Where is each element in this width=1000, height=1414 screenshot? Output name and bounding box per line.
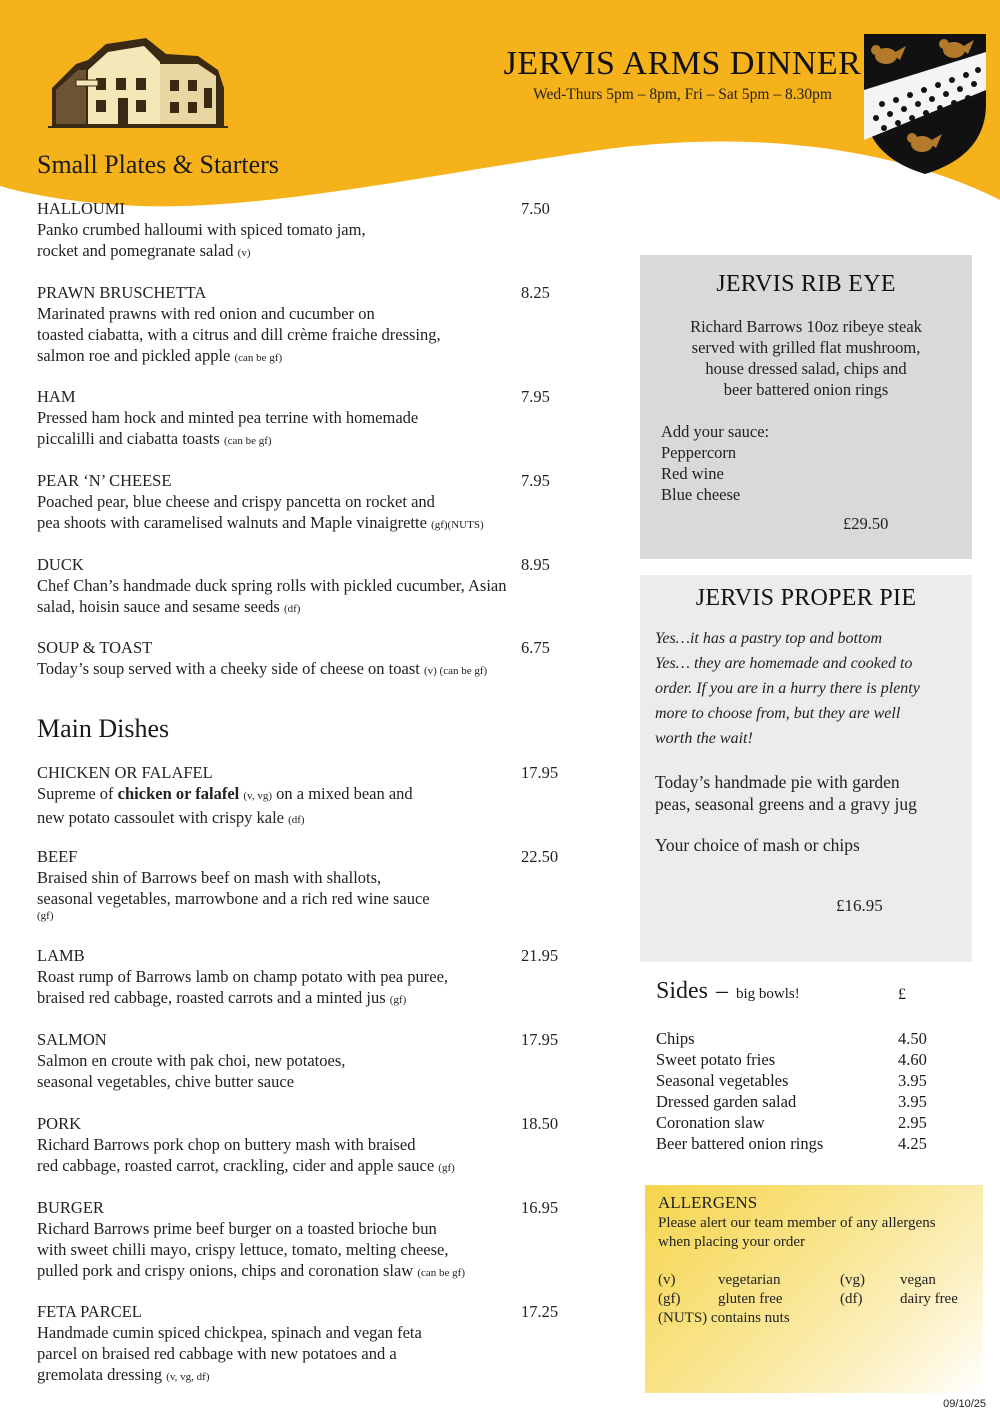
header-title-block [500, 44, 865, 104]
mains-heading: Main Dishes [37, 714, 170, 743]
dish-description: seasonal vegetables, chive butter sauce [37, 1072, 295, 1091]
dish-description: gremolata dressing (v, vg, df) [37, 1365, 210, 1384]
dish-description: Poached pear, blue cheese and crispy pancetta on rocket and [37, 492, 435, 511]
dish-description: pulled pork and crispy onions, chips and coronation slaw (can be gf) [37, 1261, 465, 1280]
dish-name: PEAR ‘N’ CHEESE [37, 471, 172, 490]
dish-price: 17.95 [521, 1030, 559, 1049]
allergen-meaning: vegan [900, 1272, 936, 1288]
sauce-option: Blue cheese [661, 485, 741, 504]
menu-item [37, 386, 577, 452]
allergen-code: (gf) [658, 1291, 681, 1307]
side-name: Beer battered onion rings [656, 1134, 824, 1153]
side-name: Coronation slaw [656, 1113, 765, 1132]
dish-description: Pressed ham hock and minted pea terrine with homemade [37, 408, 419, 427]
ribeye-desc-line: Richard Barrows 10oz ribeye steak [690, 317, 922, 336]
dish-description: braised red cabbage, roasted carrots and a minted jus (gf) [37, 988, 407, 1007]
pie-note-line: Yes…it has a pastry top and bottom [655, 630, 882, 647]
dish-description: piccalilli and ciabatta toasts (can be gf) [37, 429, 272, 448]
dietary-tag: (df) [283, 603, 301, 615]
allergen-meaning: vegetarian [718, 1272, 781, 1288]
side-item [656, 1112, 946, 1133]
dish-price: 17.95 [521, 763, 559, 782]
dish-description: pea shoots with caramelised walnuts and Maple vinaigrette (gf)(NUTS) [37, 513, 484, 532]
menu-item [37, 470, 577, 536]
allergen-meaning: dairy free [900, 1291, 958, 1307]
ribeye-desc-line: served with grilled flat mushroom, [691, 338, 921, 357]
pie-note-line: worth the wait! [655, 730, 753, 747]
dish-name: SOUP & TOAST [37, 638, 153, 657]
dish-description: Panko crumbed halloumi with spiced tomato jam, [37, 220, 366, 239]
dish-name: HALLOUMI [37, 199, 125, 218]
dish-price: 22.50 [521, 847, 559, 866]
dish-description: Chef Chan’s handmade duck spring rolls with pickled cucumber, Asian [37, 576, 507, 595]
menu-title: JERVIS ARMS DINNER [503, 45, 862, 82]
dietary-tag: (gf)(NUTS) [431, 519, 484, 531]
pie-title: JERVIS PROPER PIE [695, 585, 917, 611]
menu-item-chicken-or-falafel [37, 762, 577, 831]
dish-description: Braised shin of Barrows beef on mash with shallots, [37, 868, 382, 887]
menu-item [37, 1029, 577, 1092]
side-name: Sweet potato fries [656, 1050, 776, 1069]
sauce-option: Peppercorn [661, 443, 737, 462]
ribeye-desc-line: house dressed salad, chips and [705, 359, 907, 378]
dish-price: 16.95 [521, 1198, 559, 1217]
side-name: Seasonal vegetables [656, 1071, 789, 1090]
side-item [656, 1049, 946, 1070]
dish-description: toasted ciabatta, with a citrus and dill crème fraiche dressing, [37, 325, 441, 344]
side-price: 4.50 [898, 1029, 927, 1048]
dish-description: seasonal vegetables, marrowbone and a rich red wine sauce (gf) [37, 888, 577, 923]
menu-date: 09/10/25 [943, 1398, 986, 1410]
allergens-note: Please alert our team member of any allergens [658, 1215, 936, 1231]
building-illustration-icon [48, 26, 228, 128]
dish-description: Handmade cumin spiced chickpea, spinach and vegan feta [37, 1323, 422, 1342]
sides-currency: £ [898, 986, 906, 1003]
menu-item [37, 554, 577, 620]
menu-item [37, 1301, 577, 1388]
dietary-tag: (gf) [389, 994, 407, 1006]
dish-name: BURGER [37, 1198, 104, 1217]
side-price: 4.60 [898, 1050, 927, 1069]
dish-description: salmon roe and pickled apple (can be gf) [37, 346, 283, 365]
dish-name: PRAWN BRUSCHETTA [37, 283, 207, 302]
pie-choice: Your choice of mash or chips [655, 835, 860, 855]
sauce-label: Add your sauce: [661, 422, 770, 441]
opening-hours: Wed-Thurs 5pm – 8pm, Fri – Sat 5pm – 8.30pm [533, 86, 832, 103]
side-item [656, 1091, 946, 1112]
sauce-option: Red wine [661, 464, 724, 483]
sides-title: Sides [656, 978, 709, 1004]
ribeye-desc-line: beer battered onion rings [723, 380, 889, 399]
menu-item [37, 1197, 577, 1284]
dish-name: CHICKEN OR FALAFEL [37, 763, 213, 782]
pie-note-line: Yes… they are homemade and cooked to [655, 655, 913, 672]
dish-description: salad, hoisin sauce and sesame seeds (df) [37, 597, 301, 616]
menu-item [37, 945, 577, 1011]
dish-description: Salmon en croute with pak choi, new potatoes, [37, 1051, 346, 1070]
sides-subtitle: big bowls! [736, 986, 800, 1002]
dish-name: LAMB [37, 946, 85, 965]
heraldic-crest-icon [862, 32, 988, 176]
allergen-code: (NUTS) contains nuts [658, 1310, 790, 1326]
pie-note-line: more to choose from, but they are well [655, 705, 901, 722]
dietary-tag: (v) (can be gf) [423, 665, 488, 677]
sides-dash: – [716, 978, 729, 1004]
dish-price: 21.95 [521, 946, 559, 965]
dish-description: Roast rump of Barrows lamb on champ potato with pea puree, [37, 967, 449, 986]
dish-description: Richard Barrows prime beef burger on a toasted brioche bun [37, 1219, 437, 1238]
dish-description: Today’s soup served with a cheeky side of cheese on toast (v) (can be gf) [37, 659, 488, 678]
menu-item [37, 1113, 577, 1179]
allergen-code: (df) [840, 1291, 863, 1307]
pie-desc-line: Today’s handmade pie with garden [655, 772, 900, 792]
ribeye-panel [640, 255, 972, 559]
dish-name: HAM [37, 387, 76, 406]
ribeye-price: £29.50 [843, 514, 889, 533]
dish-price: 7.50 [521, 199, 550, 218]
dietary-tag: (v, vg, df) [166, 1371, 210, 1383]
dietary-tag: (can be gf) [223, 435, 272, 447]
allergens-note: when placing your order [658, 1234, 806, 1250]
dish-description: rocket and pomegranate salad (v) [37, 241, 251, 260]
pie-note-line: order. If you are in a hurry there is plenty [655, 680, 920, 697]
dish-name: BEEF [37, 847, 78, 866]
side-item [656, 1133, 946, 1154]
dish-price: 7.95 [521, 387, 550, 406]
dish-description: parcel on braised red cabbage with new potatoes and a [37, 1344, 397, 1363]
pie-price: £16.95 [836, 896, 883, 915]
side-price: 3.95 [898, 1071, 927, 1090]
side-price: 4.25 [898, 1134, 927, 1153]
menu-item [37, 282, 577, 369]
side-item [656, 1028, 946, 1049]
side-price: 2.95 [898, 1113, 927, 1132]
dish-name: PORK [37, 1114, 82, 1133]
dish-price: 6.75 [521, 638, 550, 657]
dietary-tag: (can be gf) [234, 352, 283, 364]
dish-price: 8.95 [521, 555, 550, 574]
dish-price: 8.25 [521, 283, 550, 302]
dish-name: DUCK [37, 555, 84, 574]
menu-item [37, 846, 577, 923]
starters-heading: Small Plates & Starters [37, 150, 279, 179]
side-price: 3.95 [898, 1092, 927, 1111]
dietary-tag: (v) [237, 247, 251, 259]
dish-description: new potato cassoulet with crispy kale (df) [37, 808, 305, 827]
dietary-tag: (gf) [37, 910, 54, 922]
dish-description: Marinated prawns with red onion and cucumber on [37, 304, 375, 323]
dish-description: Supreme of chicken or falafel (v, vg) on a mixed bean and [37, 784, 413, 803]
dish-price: 18.50 [521, 1114, 559, 1133]
allergens-title: ALLERGENS [658, 1193, 758, 1212]
pie-desc-line: peas, seasonal greens and a gravy jug [655, 794, 917, 814]
side-name: Dressed garden salad [656, 1092, 797, 1111]
menu-item [37, 637, 577, 682]
sides-heading [656, 978, 800, 1005]
allergen-meaning: gluten free [718, 1291, 783, 1307]
dish-description: red cabbage, roasted carrot, crackling, cider and apple sauce (gf) [37, 1156, 455, 1175]
dietary-tag: (gf) [438, 1162, 455, 1174]
dish-price: 7.95 [521, 471, 550, 490]
dish-description: Richard Barrows pork chop on buttery mash with braised [37, 1135, 416, 1154]
allergen-code: (vg) [840, 1272, 865, 1288]
allergen-code: (v) [658, 1272, 676, 1288]
dish-name: SALMON [37, 1030, 107, 1049]
side-item [656, 1070, 946, 1091]
dish-description: with sweet chilli mayo, crispy lettuce, tomato, melting cheese, [37, 1240, 449, 1259]
dish-name: FETA PARCEL [37, 1302, 142, 1321]
dish-price: 17.25 [521, 1302, 559, 1321]
pie-panel [640, 575, 972, 962]
ribeye-title: JERVIS RIB EYE [716, 271, 896, 297]
menu-item [37, 198, 577, 264]
dietary-tag: (can be gf) [417, 1267, 465, 1279]
side-name: Chips [656, 1029, 695, 1048]
